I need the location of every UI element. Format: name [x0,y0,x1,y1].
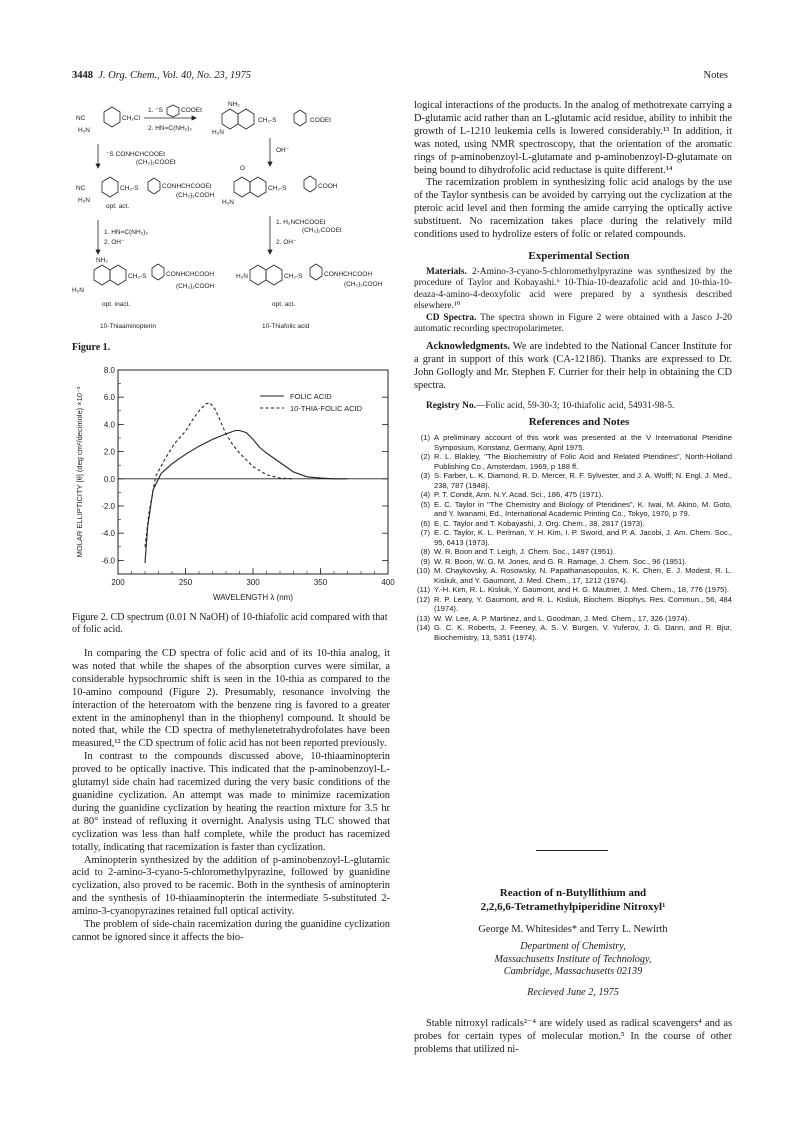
reference-number: (13) [416,613,430,623]
reference-text: Y.-H. Kim, R. L. Kisliuk, Y. Gaumont, and H. G. Mautner, J. Med. Chem., 18, 776 (1975). [434,585,730,595]
reference-text: P. T. Condit, Ann. N.Y. Acad. Sci., 186, 475 (1971). [434,490,604,500]
reference-item [414,585,732,595]
scheme-label: O [240,165,246,172]
authors: George M. Whitesides* and Terry L. Newirth [478,924,668,935]
reference-item [414,623,732,642]
reference-text: S. Farber, L. K. Diamond, R. D. Mercer, R. F. Sylvester, and J. A. Wolff; N. Engl. J. Med., 238, 787 (1948). [434,471,732,490]
y-tick-label: 6.0 [103,393,115,403]
reference-text: W. W. Lee, A. P. Martinez, and L. Goodman, J. Med. Chem., 17, 326 (1974). [434,613,690,623]
reference-number: (6) [420,518,430,528]
affiliation: Massachusetts Institute of Technology, [494,953,652,965]
section-label: Notes [703,70,728,81]
run-in-heading: Registry No. [426,400,476,411]
reference-list [414,433,732,642]
figure1-scheme [72,100,402,332]
run-in-heading: Acknowledgments. [426,341,510,353]
scheme-label: (CH₂)₂COOEt [136,159,176,166]
scheme-label: CONHCHCOOH [324,271,373,278]
scheme-label: CH₂-S [284,273,303,280]
reference-text: G. C. K. Roberts, J. Feeney, A. S. V. Burgen, V. Yuferov, J. G. Dann, and R. Bjur, Biochemistry, 13, 5351 (1974). [434,623,732,642]
compound-name: 10-Thiaaminopterin [100,323,157,330]
article-divider [536,850,608,851]
scheme-label: H₂N [72,287,84,294]
cd-paragraph [414,313,732,336]
reference-text: E. C. Taylor, K. L. Perlman, Y. H. Kim, I. P. Sword, and P. A. Jacobi, J. Am. Chem. Soc., 95, 6413 (1973). [434,528,732,547]
scheme-label: (CH₂)₂COOEt [302,227,342,234]
article-title: 2,2,6,6-Tetramethylpiperidine Nitroxyl¹ [480,901,666,913]
page-number: 3448 [72,70,93,81]
reference-item [414,595,732,614]
cd-text: The spectra shown in Figure 2 were obtained with a Jasco J-20 automatic recording spectropolarimeter. [414,312,732,334]
body-paragraph: In comparing the CD spectra of folic acid and of its 10-thia analog, it was noted that while the shapes of the absorption curves were similar, a considerable hypsochromic shift is seen in the 10-thia as compared to the 10-amino compound (Figure 2). Presumably, resonance involving the interaction of the heteroatom with the benzene ring is favored to a greater extent in the aminophenyl than in the thiophenyl compound. It should be noted that, while the CD spectra of methylenetetrahydrofolates have been measured,¹² the CD spectrum of folic acid has not been reported previously. [72,648,390,750]
body-paragraph: The racemization problem in synthesizing folic acid analogs by the use of the Taylor synthesis can be avoided by carrying out the cyclization at the pteroic acid level and then forming the amide carrying the optically active substituent. No racemization takes place during the relatively mild conditions used to hydrolize esters of folic or related compounds. [414,177,732,241]
reference-item [414,528,732,547]
scheme-label: OH⁻ [276,147,290,154]
scheme-label: NC [76,115,86,122]
reference-item [414,566,732,585]
reference-number: (9) [420,556,430,566]
reference-number: (7) [420,528,430,538]
reference-number: (2) [420,452,430,462]
right-column [414,100,732,642]
scheme-label: H₂N [236,273,248,280]
reference-text: R. L. Blakley, "The Biochemistry of Folic Acid and Related Pteridines", North-Holland Publishing Co., Amsterdam, 1969, p 188 ff. [434,452,732,471]
reference-item [414,547,732,557]
y-tick-label: -2.0 [101,502,115,511]
reference-text: R. P. Leary, Y. Gaumont, and R. L. Kisliuk, Biochem. Biophys. Res. Commun., 56, 484 (1974). [434,594,732,614]
run-in-heading: Materials. [426,266,467,277]
section-heading: References and Notes [528,416,630,429]
reference-item [414,471,732,490]
compound-name: 10-Thiafolic acid [262,323,310,330]
scheme-label: CH₂-S [120,185,139,192]
y-tick-label: 4.0 [103,420,115,430]
scheme-label: CONHCHCOOEt [162,183,212,190]
y-tick-label: 0.0 [103,474,115,484]
reference-text: A preliminary account of this work was presented at the V International Pteridine Symposium, Konstanz, Germany, April 1975. [434,433,732,452]
y-tick-label: -6.0 [101,556,115,566]
scheme-label: 1. H₂NCHCOOEt [276,219,326,226]
figure2-chart [72,362,402,607]
x-tick-label: 200 [111,578,125,587]
scheme-label: H₂N [78,127,90,134]
x-tick-label: 350 [313,578,328,587]
figure2-caption-text: Figure 2. CD spectrum (0.01 N NaOH) of 10-thiafolic acid compared with that of folic acid. [72,612,388,635]
series-line-folic-acid [145,431,348,564]
article-title: Reaction of n-Butyllithium and [499,887,647,899]
reference-number: (11) [417,585,430,595]
scheme-label: H₂N [78,197,90,204]
reference-number: (14) [416,623,430,633]
figure2-caption [72,612,390,636]
y-axis-label: MOLAR ELLIPTICITY [θ] (deg cm²/decimole) ×10⁻³ [75,386,84,558]
scheme-label: NH₂ [228,101,240,108]
body-paragraph: Aminopterin synthesized by the addition of p-aminobenzoyl-L-glutamic acid to 2-amino-3-cyano-5-chloromethylpyrazine, followed by guanidine cyclization, also proved to be racemic. Both in the synthesis of aminopterin and the synthesis of 10-thiaaminopterin the intermediate 5-substituted 2-amino-3-cyanopyrazines retained full optical activity. [72,854,390,918]
left-column [72,648,390,945]
body-paragraph: logical interactions of the products. In the analog of methotrexate carrying a D-glutamic acid rather than an L-glutamic acid residue, ability to inhibit the growth of L-1210 leukemia cells is lowered considerably.¹³ In addition, it was noted, using NMR spectroscopy, that the orientation of the aromatic rings of p-aminobenzoyl-L-glutamate and p-aminobenzoyl-D-glutamate on being bound to dihydrofolic acid reductase is quite different.¹⁴ [414,100,732,176]
scheme-label: CH₂Cl [122,115,141,122]
scheme-label: 2. OH⁻ [276,239,297,246]
run-in-heading: CD Spectra. [426,312,477,323]
article2-body [414,1018,732,1057]
reference-number: (10) [416,566,430,576]
scheme-label: 2. OH⁻ [104,239,125,246]
scheme-label: COOH [318,183,338,190]
affiliation: Department of Chemistry, [520,941,626,952]
reference-item [414,519,732,529]
ack-text: We are indebted to the National Cancer Institute for a grant in support of this work (CA-12186). Thanks are expressed to Dr. John Gollogly and Mr. Stephen F. Currier for their help in obtaining the CD spectra. [414,341,732,392]
section-heading: Experimental Section [528,249,630,262]
y-tick-label: 2.0 [103,447,115,457]
reference-number: (3) [420,471,430,481]
reference-item [414,452,732,471]
scheme-label: NH₂ [96,257,108,264]
scheme-label: ⁻S CONHCHCOOEt [106,151,166,158]
scheme-label: 1. ⁻S [148,107,163,114]
x-axis-label: WAVELENGTH λ (nm) [212,593,294,602]
scheme-label: NC [76,185,86,192]
y-tick-label: 8.0 [103,366,115,375]
reference-number: (12) [416,594,430,604]
reference-text: W. R. Boon and T. Leigh, J. Chem. Soc., 1497 (1951). [434,547,615,557]
journal-citation: J. Org. Chem., Vol. 40, No. 23, 1975 [98,70,251,81]
scheme-label: opt. inact. [102,301,131,308]
body-paragraph: Stable nitroxyl radicals²⁻⁴ are widely used as radical scavengers⁴ and as probes for certain types of molecular motion.⁵ In the course of other problems that utilized ni- [414,1018,732,1055]
scheme-label: CH₂-S [128,273,147,280]
scheme-label: (CH₂)₂COOH [176,283,215,290]
scheme-label: COOEt [181,107,202,114]
scheme-label: H₂N [212,129,224,136]
figure1-caption: Figure 1. [72,342,111,353]
y-tick-label: -4.0 [101,529,115,539]
reference-number: (4) [420,490,430,500]
scheme-label: opt. act. [106,203,130,210]
reference-item [414,490,732,500]
legend-label: FOLIC ACID [290,392,332,401]
x-tick-label: 250 [178,578,193,587]
affiliation: Cambridge, Massachusetts 02139 [503,966,643,977]
scheme-label: COOEt [310,117,331,124]
materials-text: 2-Amino-3-cyano-5-chloromethylpyrazine was synthesized by the procedure of Taylor and Kobayashi.⁶ 10-Thia-10-deazafolic acid and 10-thia-10-deaza-4-amino-4-deoxyfolic acid were prepared by a synthesis described elsewhere.¹⁰ [414,266,732,312]
running-header [72,70,251,81]
scheme-label: CH₂-S [258,117,277,124]
legend-label: 10-THIA-FOLIC ACID [290,404,363,413]
scheme-label: H₂N [222,199,234,206]
reference-item [414,500,732,519]
body-paragraph: The problem of side-chain racemization during the guanidine cyclization cannot be ignored since it affects the bio- [72,919,390,943]
article2-header [414,886,732,998]
registry-numbers [414,401,732,412]
scheme-label: opt. act. [272,301,296,308]
x-tick-label: 400 [381,578,395,587]
reference-number: (5) [420,499,430,509]
reference-text: M. Chaykovsky, A. Rosowsky, N. Papathanasopoulos, K. K. Chen, E. J. Modest, R. L. Kisliuk, and Y. Gaumont, J. Med. Chem., 17, 1212 (1974). [434,566,732,585]
reference-item [414,433,732,452]
series-line-10-thia-folic-acid [145,403,294,547]
reference-text: E. C. Taylor and T. Kobayashi, J. Org. Chem., 38, 2817 (1973). [434,518,645,528]
plot-frame [118,370,388,574]
materials-paragraph [414,267,732,313]
received-date: Recieved June 2, 1975 [527,986,619,998]
scheme-label: CH₂-S [268,185,287,192]
scheme-label: 1. HN=C(NH₂)₂ [104,229,148,236]
reference-item [414,557,732,567]
registry-text: —Folic acid, 59-30-3; 10-thiafolic acid, 54931-98-5. [476,400,675,411]
reference-item [414,614,732,624]
scheme-label: (CH₂)₂COOH [344,281,383,288]
acknowledgments [414,341,732,393]
reference-number: (1) [420,433,430,443]
reference-text: W. R. Boon, W. G. M. Jones, and G. R. Ramage, J. Chem. Soc., 96 (1951). [434,556,687,566]
scheme-label: (CH₂)₂COOH [176,192,215,199]
reference-number: (8) [420,547,430,557]
reference-text: E. C. Taylor in "The Chemistry and Biology of Pteridines", K. Iwai, M. Akino, M. Goto, and Y. Iwanami, Ed., International Academic Printing Co., Tokyo, 1970, p 79. [434,499,732,519]
scheme-label: 2. HN=C(NH₂)₂ [148,125,192,132]
x-tick-label: 300 [246,578,260,587]
body-paragraph: In contrast to the compounds discussed above, 10-thiaaminopterin proved to be optically inactive. This indicated that the p-aminobenzoyl-L-glutamyl side chain had racemized during the very basic conditions of the guanidine cyclization. An attempt was made to minimize racemization during the guanidine cyclization by heating the reaction mixture for 3.5 hr at 80° instead of refluxing it overnight. Analysis using TLC showed that cyclization was less than half complete, while the product has racemized totally, indicating that racemization is faster than cyclization. [72,751,390,853]
scheme-label: CONHCHCOOH [166,271,215,278]
